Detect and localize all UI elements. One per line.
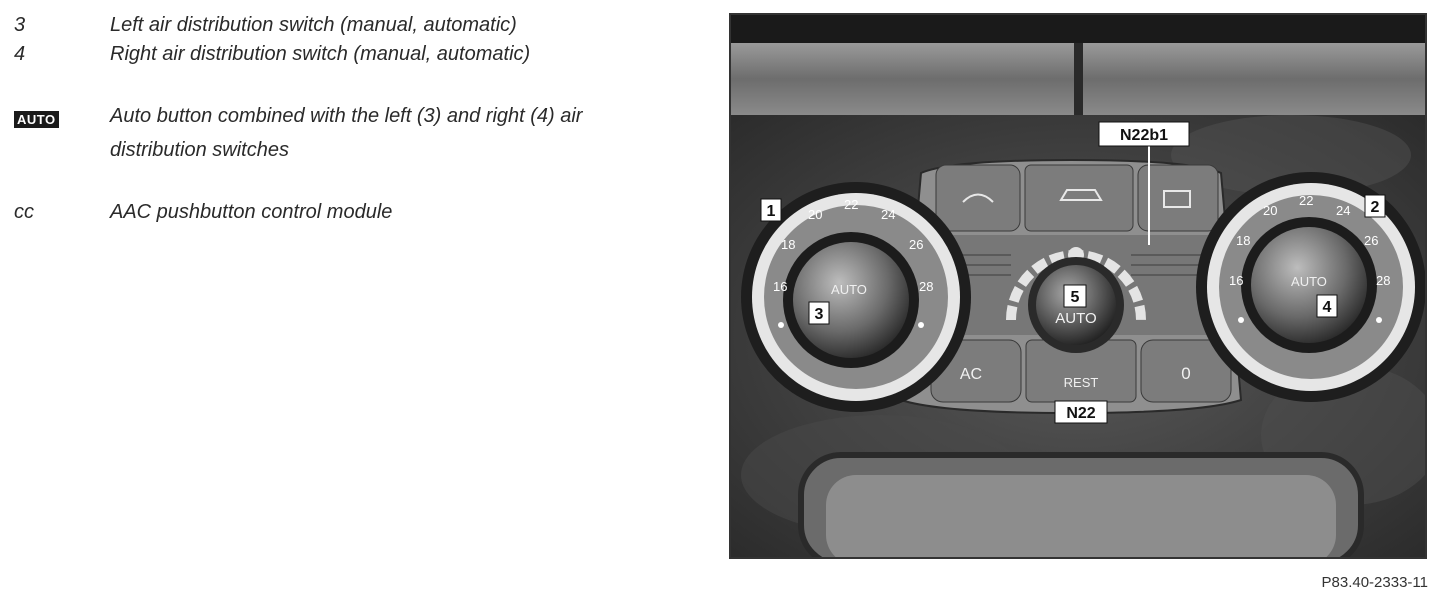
right-scale-24: 24: [1336, 203, 1351, 218]
ac-button-label: AC: [959, 366, 983, 383]
upper-trim-right: [1083, 43, 1425, 115]
left-scale-20: 20: [808, 207, 823, 222]
windshield-defrost-button[interactable]: [936, 165, 1020, 231]
right-scale-16: 16: [1229, 273, 1244, 288]
climate-control-illustration: [731, 15, 1425, 557]
figure-reference-number: P83.40-2333-11: [1321, 574, 1428, 591]
rest-button-label: REST: [1063, 375, 1099, 390]
left-knob-auto-label: AUTO: [831, 282, 867, 297]
right-scale-26: 26: [1364, 233, 1379, 248]
callout-n22b1: N22b1: [1119, 127, 1169, 144]
left-scale-28: 28: [919, 279, 934, 294]
legend-text: Left air distribution switch (manual, automatic): [110, 14, 517, 36]
callout-5: 5: [1070, 289, 1080, 306]
legend-text: distribution switches: [110, 139, 289, 161]
legend-key: 4: [14, 43, 26, 65]
left-scale-18: 18: [781, 237, 796, 252]
callout-n22: N22: [1066, 405, 1096, 422]
left-scale-26: 26: [909, 237, 924, 252]
callout-3: 3: [814, 306, 824, 323]
top-strip: [731, 15, 1425, 43]
upper-trim-left: [731, 43, 1074, 115]
center-knob-auto-label: AUTO: [1055, 310, 1097, 327]
legend-key: [14, 101, 94, 135]
right-knob-auto-label: AUTO: [1291, 274, 1327, 289]
left-scale-16: 16: [773, 279, 788, 294]
right-scale-28: 28: [1376, 273, 1391, 288]
right-scale-20: 20: [1263, 203, 1278, 218]
climate-control-photo: [729, 13, 1427, 559]
right-scale-18: 18: [1236, 233, 1251, 248]
legend-text: Auto button combined with the left (3) and right (4) air: [110, 105, 583, 127]
left-air-distribution-switch[interactable]: [793, 242, 909, 358]
left-scale-24: 24: [881, 207, 896, 222]
off-button-label: 0: [1181, 364, 1191, 383]
legend-key: 3: [14, 14, 26, 36]
legend-text: Right air distribution switch (manual, automatic): [110, 43, 531, 65]
auto-badge-icon: AUTO: [14, 111, 59, 128]
callout-1: 1: [766, 203, 776, 220]
left-scale-22: 22: [844, 197, 859, 212]
legend-key: cc: [14, 201, 34, 223]
callout-4: 4: [1322, 299, 1332, 316]
callout-2: 2: [1370, 199, 1380, 216]
legend-text: AAC pushbutton control module: [110, 201, 393, 223]
recirculation-button[interactable]: [1025, 165, 1133, 231]
right-scale-22: 22: [1299, 193, 1314, 208]
legend: [0, 0, 700, 609]
